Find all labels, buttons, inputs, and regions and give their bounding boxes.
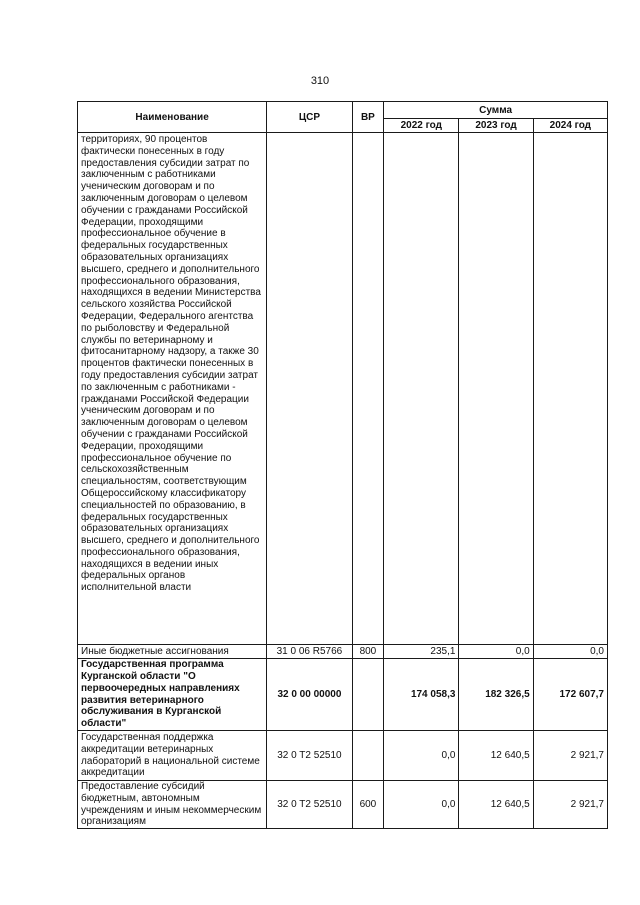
table-row [78,645,608,659]
row-2022: 235,1 [384,645,459,659]
row-csr: 32 0 T2 52510 [267,731,352,781]
page-number: 310 [310,75,330,87]
row-2024 [533,133,607,645]
row-vr [352,133,384,645]
row-2024: 2 921,7 [533,731,607,781]
row-2023: 12 640,5 [459,731,533,781]
row-2022 [384,133,459,645]
row-name: территориях, 90 процентов фактически понесенных в году предоставления субсидии затрат по заключенным с работниками ученическим договорам и по заключенным договорам о целевом обучении с гражданами Российской Федерации, проходящими профессиональное обучение в федеральных государственных образовательных организациях высшего, среднего и дополнительного профессионального образования, находящихся в ведении Министерства сельского хозяйства Российской Федерации, Федерального агентства по рыболовству и Федеральной службы по ветеринарному и фитосанитарному надзору, а также 30 процентов фактически понесенных в году предоставления субсидии затрат по заключенным с работниками - гражданами Российской Федерации ученическим договорам и по заключенным договорам о целевом обучении с гражданами Российской Федерации, проходящими профессиональное обучение по сельскохозяйственным специальностям, соответствующим Общероссийскому классификатору специальностей по образованию, в федеральных государственных образовательных организациях высшего, среднего и дополнительного профессионального образования, находящихся в ведении иных федеральных органов исполнительной власти [78,133,267,645]
header-name: Наименование [78,102,267,133]
header-csr: ЦСР [267,102,352,133]
row-2023: 0,0 [459,645,533,659]
row-vr [352,731,384,781]
row-vr: 800 [352,645,384,659]
row-vr: 600 [352,781,384,829]
row-2022: 0,0 [384,731,459,781]
row-2022: 0,0 [384,781,459,829]
header-vr: ВР [352,102,384,133]
row-2024: 172 607,7 [533,659,607,731]
row-2023 [459,133,533,645]
header-year-2024: 2024 год [533,119,607,133]
row-name: Государственная поддержка аккредитации ветеринарных лабораторий в национальной системе аккредитации [78,731,267,781]
row-csr: 32 0 T2 52510 [267,781,352,829]
table-row [78,731,608,781]
header-year-2022: 2022 год [384,119,459,133]
table-row [78,659,608,731]
row-2022: 174 058,3 [384,659,459,731]
header-sum: Сумма [384,102,608,119]
row-csr [267,133,352,645]
header-year-2023: 2023 год [459,119,533,133]
row-name: Государственная программа Курганской области "О первоочередных направлениях развития ветеринарного обслуживания в Курганской области" [78,659,267,731]
row-2023: 182 326,5 [459,659,533,731]
row-2023: 12 640,5 [459,781,533,829]
budget-table [77,101,608,829]
row-csr: 31 0 06 R5766 [267,645,352,659]
row-name: Предоставление субсидий бюджетным, автономным учреждениям и иным некоммерческим организациям [78,781,267,829]
row-name: Иные бюджетные ассигнования [78,645,267,659]
row-2024: 0,0 [533,645,607,659]
row-csr: 32 0 00 00000 [267,659,352,731]
table-row [78,133,608,645]
row-vr [352,659,384,731]
row-2024: 2 921,7 [533,781,607,829]
table-row [78,781,608,829]
